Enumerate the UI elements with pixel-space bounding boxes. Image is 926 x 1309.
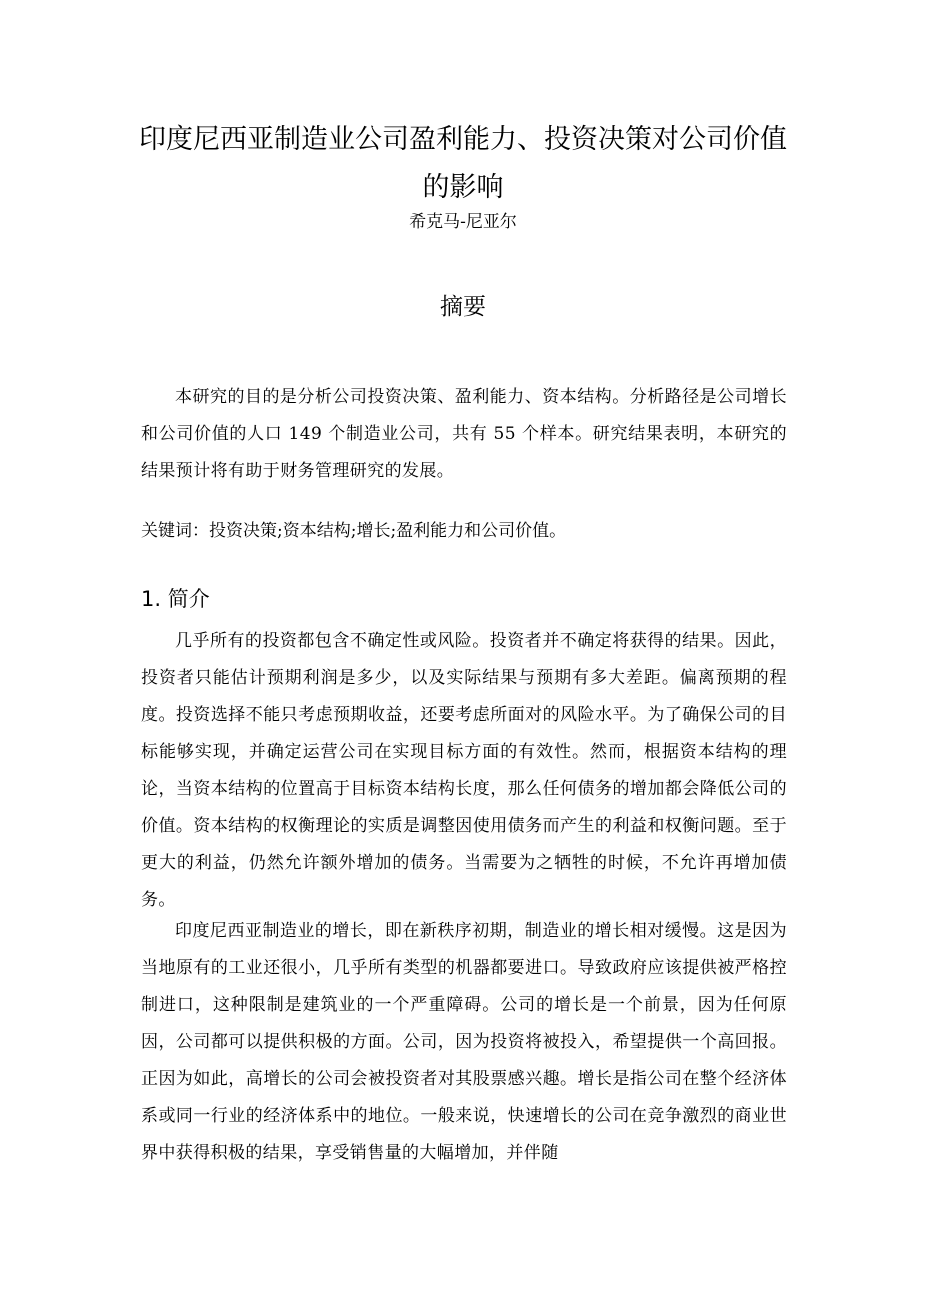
author-name: 希克马-尼亚尔 — [409, 212, 517, 232]
document-title: 印度尼西亚制造业公司盈利能力、投资决策对公司价值的影响 — [139, 124, 787, 203]
body-paragraph: 印度尼西亚制造业的增长，即在新秩序初期，制造业的增长相对缓慢。这是因为当地原有的工业还很小，几乎所有类型的机器都要进口。导致政府应该提供被严格控制进口，这种限制是建筑业的一个严重障碍。公司的增长是一个前景，因为任何原因，公司都可以提供积极的方面。公司，因为投资将被投入，希望提供一个高回报。正因为如此，高增长的公司会被投资者对其股票感兴趣。增长是指公司在整个经济体系或同一行业的经济体系中的地位。一般来说，快速增长的公司在竞争激烈的商业世界中获得积极的结果，享受销售量的大幅增加，并伴随 — [141, 921, 787, 1163]
keywords-label: 关键词： — [141, 521, 209, 541]
abstract-heading: 摘要 — [440, 294, 486, 320]
keywords-line — [141, 514, 787, 548]
section-heading-introduction: 1. 简介 — [141, 587, 210, 611]
abstract-paragraph: 本研究的目的是分析公司投资决策、盈利能力、资本结构。分析路径是公司增长和公司价值的人口 149 个制造业公司，共有 55 个样本。研究结果表明，本研究的结果预计将有助于财务管理研究的发展。 — [141, 387, 787, 481]
keywords-text: 投资决策;资本结构;增长;盈利能力和公司价值。 — [209, 521, 567, 541]
body-paragraph: 几乎所有的投资都包含不确定性或风险。投资者并不确定将获得的结果。因此，投资者只能估计预期利润是多少，以及实际结果与预期有多大差距。偏离预期的程度。投资选择不能只考虑预期收益，还要考虑所面对的风险水平。为了确保公司的目标能够实现，并确定运营公司在实现目标方面的有效性。然而，根据资本结构的理论，当资本结构的位置高于目标资本结构长度，那么任何债务的增加都会降低公司的价值。资本结构的权衡理论的实质是调整因使用债务而产生的利益和权衡问题。至于更大的利益，仍然允许额外增加的债务。当需要为之牺牲的时候，不允许再增加债务。 — [141, 631, 787, 910]
